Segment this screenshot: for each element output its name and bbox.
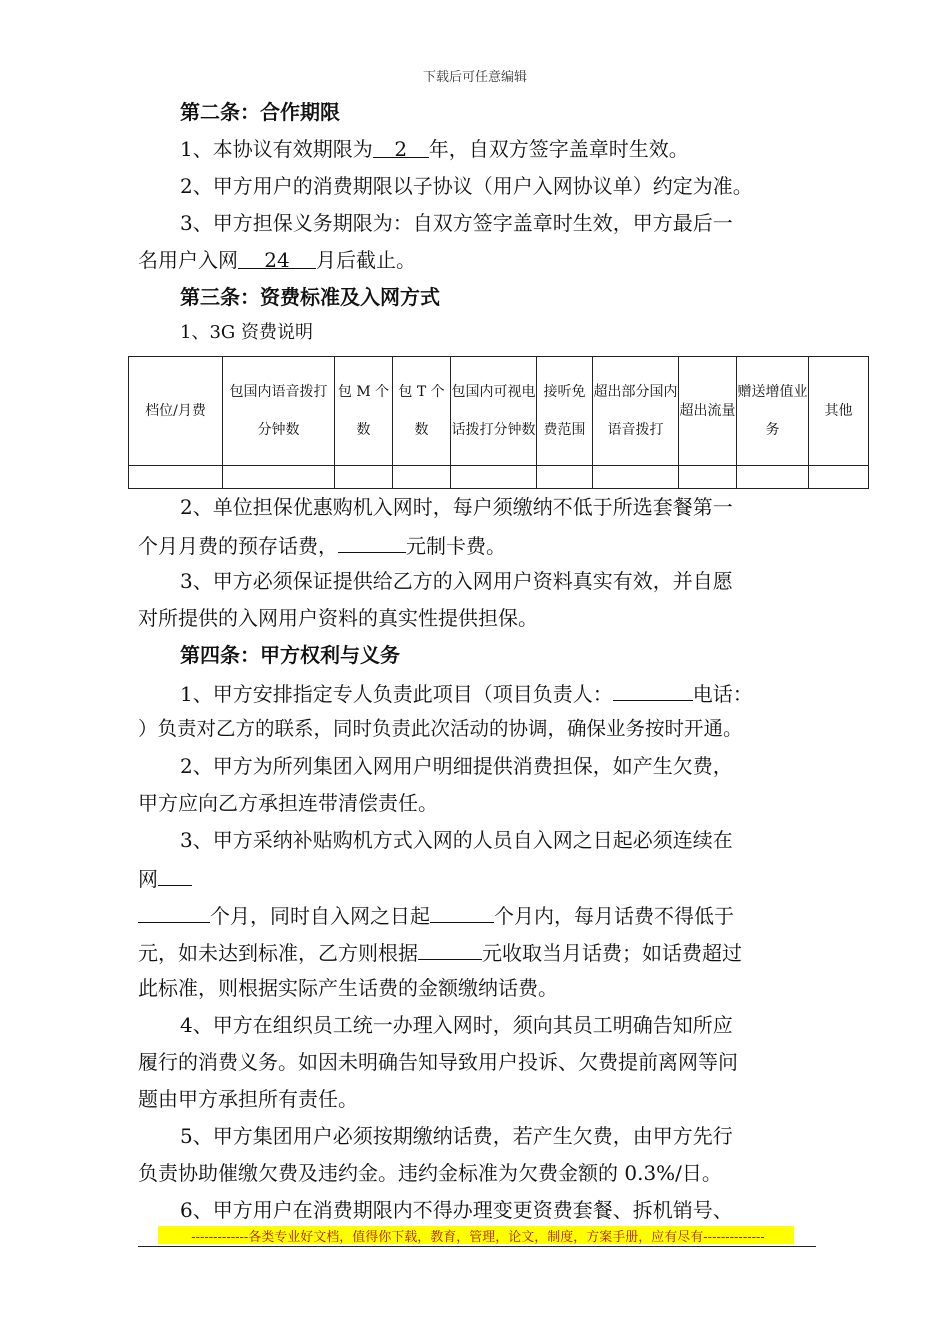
table-header-cell: 超出流量 [679, 357, 737, 466]
page-header: 下载后可任意编辑 [422, 70, 527, 85]
table-header-cell: 包国内语音拨打分钟数 [223, 357, 335, 466]
article-4-clause-3-cont [138, 865, 818, 891]
months-blank-a [158, 865, 192, 886]
text: 网 [138, 867, 158, 891]
table-header-cell: 包 M 个数 [335, 357, 393, 466]
text: 个月内，每月话费不得低于 [494, 904, 734, 928]
text: 元制卡费。 [406, 534, 506, 558]
table-cell [593, 466, 679, 489]
months-blank-b [138, 902, 210, 923]
table-header-cell: 档位/月费 [129, 357, 223, 466]
article-4-clause-2: 2、甲方为所列集团入网用户明细提供消费担保，如产生欠费， [180, 754, 733, 778]
amount-blank [418, 939, 482, 960]
table-header-cell: 超出部分国内语音拨打 [593, 357, 679, 466]
text: 名用户入网 [138, 248, 238, 272]
table-header-cell: 其他 [809, 357, 869, 466]
tariff-table [128, 356, 869, 489]
text: 年，自双方签字盖章时生效。 [428, 137, 689, 161]
article-4-title: 第四条：甲方权利与义务 [180, 643, 400, 667]
table-row [129, 466, 869, 489]
article-4-clause-4-end: 题由甲方承担所有责任。 [138, 1087, 358, 1111]
table-cell [679, 466, 737, 489]
article-2-clause-1 [138, 137, 860, 161]
term-years-blank: 2 [373, 137, 429, 158]
article-3-title: 第三条：资费标准及入网方式 [180, 285, 440, 309]
table-cell [393, 466, 451, 489]
text: 个月月费的预存话费， [138, 534, 338, 558]
article-4-clause-4: 4、甲方在组织员工统一办理入网时，须向其员工明确告知所应 [180, 1013, 733, 1037]
text: 1、本协议有效期限为 [180, 137, 373, 161]
article-4-clause-1-cont: ）负责对乙方的联系，同时负责此次活动的协调，确保业务按时开通。 [138, 717, 743, 740]
article-3-clause-2: 2、单位担保优惠购机入网时，每户须缴纳不低于所选套餐第一 [180, 495, 733, 519]
article-4-clause-3-line3 [138, 902, 818, 928]
table-header-cell: 接听免费范围 [537, 357, 593, 466]
article-4-clause-6: 6、甲方用户在消费期限内不得办理变更资费套餐、拆机销号、 [180, 1198, 733, 1222]
months-blank-c [430, 902, 494, 923]
article-2-clause-2: 2、甲方用户的消费期限以子协议（用户入网协议单）约定为准。 [180, 174, 753, 198]
project-lead-blank [613, 680, 693, 701]
article-3-subtitle: 1、3G 资费说明 [180, 322, 314, 343]
card-fee-blank [338, 532, 406, 553]
table-cell [129, 466, 223, 489]
table-header-cell: 包 T 个数 [393, 357, 451, 466]
table-header-cell: 包国内可视电话拨打分钟数 [451, 357, 537, 466]
table-cell [335, 466, 393, 489]
article-4-clause-3-line5: 此标准，则根据实际产生话费的金额缴纳话费。 [138, 976, 558, 1000]
article-2-clause-3: 3、甲方担保义务期限为：自双方签字盖章时生效，甲方最后一 [180, 211, 733, 235]
article-4-clause-5-cont: 负责协助催缴欠费及违约金。违约金标准为欠费金额的 0.3%/日。 [138, 1161, 722, 1185]
table-cell [537, 466, 593, 489]
article-3-clause-2-cont [138, 532, 818, 558]
table-cell [223, 466, 335, 489]
text: 电话： [692, 682, 753, 706]
page-footer: -------------各类专业好文档，值得你下载，教育，管理，论文，制度，方案手册，应有尽有-------------- [191, 1230, 765, 1245]
guarantee-months-blank: 24 [238, 248, 316, 269]
table-cell [737, 466, 809, 489]
article-4-clause-4-cont: 履行的消费义务。如因未明确告知导致用户投诉、欠费提前离网等问 [138, 1050, 738, 1074]
text: 1、甲方安排指定专人负责此项目（项目负责人： [180, 682, 613, 706]
footer-divider [138, 1246, 816, 1247]
table-header-row [129, 357, 869, 466]
table-cell [809, 466, 869, 489]
article-4-clause-3-line4 [138, 939, 818, 965]
text: 元，如未达到标准，乙方则根据 [138, 941, 418, 965]
text: 个月，同时自入网之日起 [210, 904, 430, 928]
table-header-cell: 赠送增值业务 [737, 357, 809, 466]
article-2-title: 第二条：合作期限 [180, 100, 340, 124]
article-4-clause-1 [138, 680, 860, 706]
article-4-clause-5: 5、甲方集团用户必须按期缴纳话费，若产生欠费，由甲方先行 [180, 1124, 733, 1148]
text: 元收取当月话费；如话费超过 [482, 941, 742, 965]
article-4-clause-3: 3、甲方采纳补贴购机方式入网的人员自入网之日起必须连续在 [180, 828, 733, 852]
article-3-clause-3: 3、甲方必须保证提供给乙方的入网用户资料真实有效，并自愿 [180, 569, 733, 593]
article-2-clause-3-cont [138, 248, 818, 272]
article-4-clause-2-cont: 甲方应向乙方承担连带清偿责任。 [138, 791, 438, 815]
text: 月后截止。 [316, 248, 416, 272]
table-cell [451, 466, 537, 489]
article-3-clause-3-cont: 对所提供的入网用户资料的真实性提供担保。 [138, 606, 538, 630]
